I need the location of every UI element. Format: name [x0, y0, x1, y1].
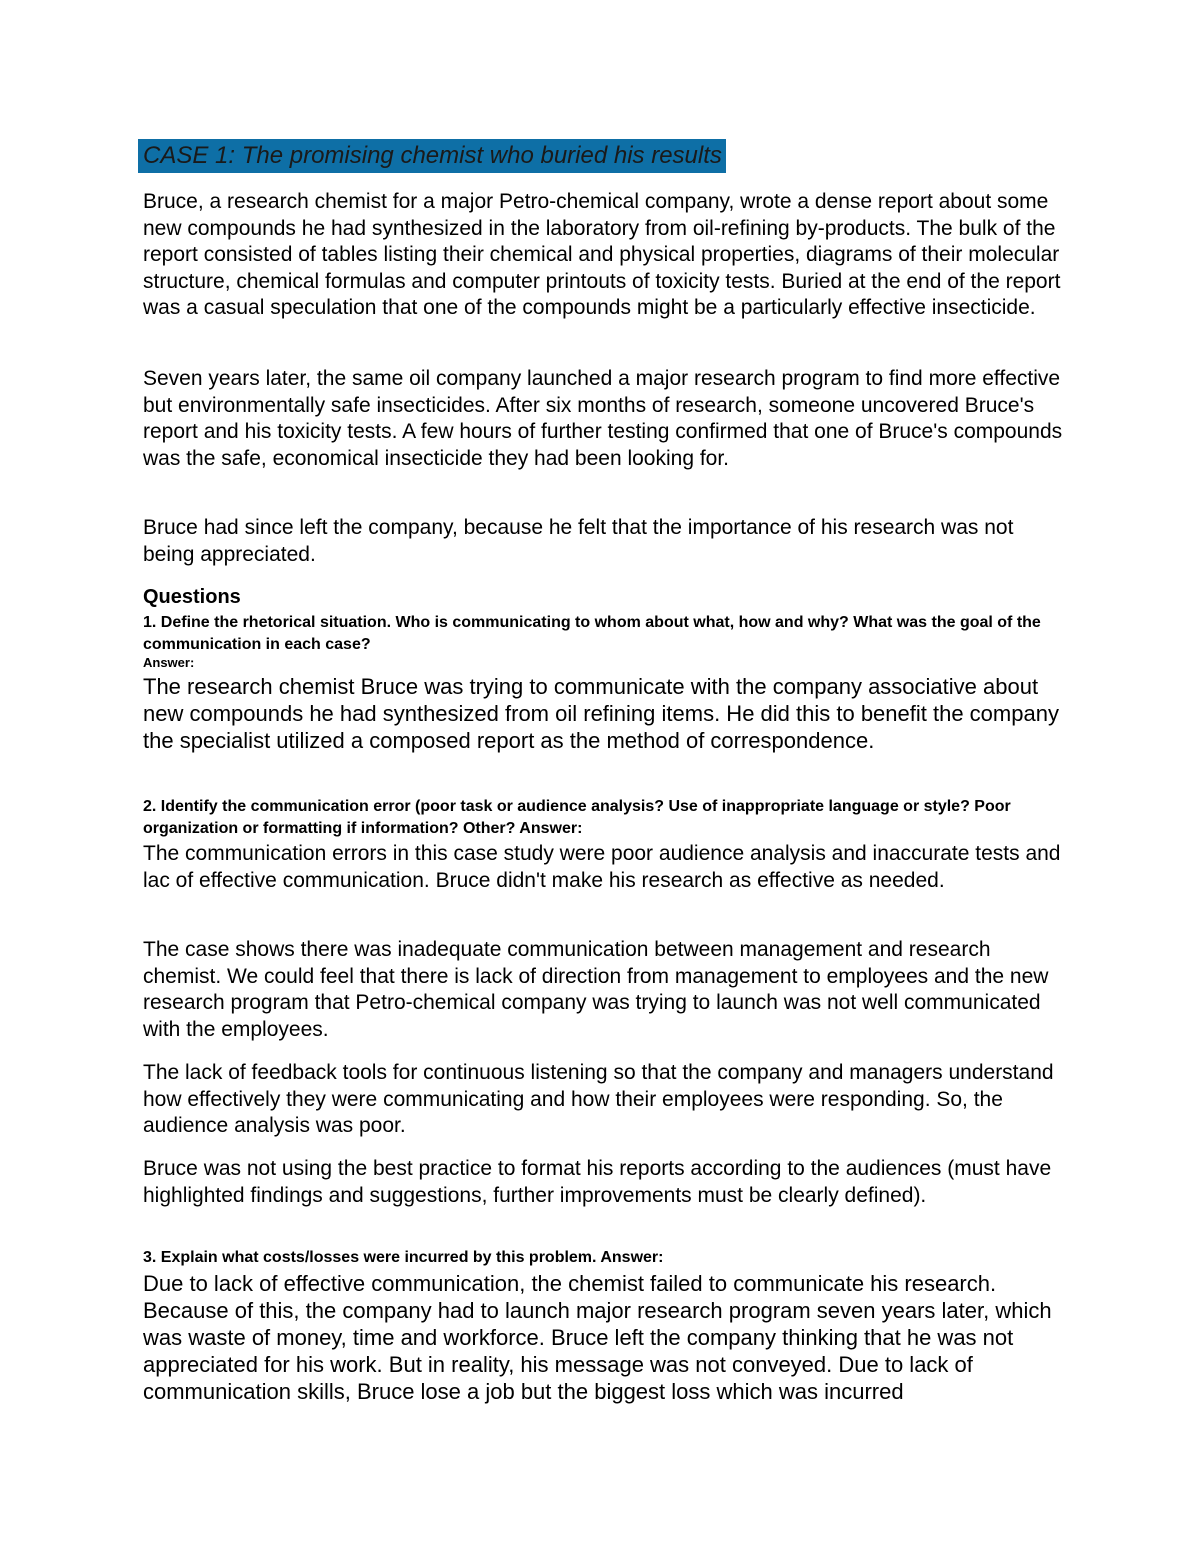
- intro-paragraph-2: Seven years later, the same oil company launched a major research program to find more effective but environmentally safe insecticides. After six months of research, someone uncovered Bruce's report and his toxicity tests. A few hours of further testing confirmed that one of Bruce's compounds was the safe, economical insecticide they had been looking for.: [143, 367, 1063, 470]
- intro-paragraph-3: Bruce had since left the company, because he felt that the importance of his research was not being appreciated.: [143, 516, 1014, 566]
- case-title: CASE 1: The promising chemist who buried his results: [138, 139, 726, 173]
- question-3-answer: Due to lack of effective communication, the chemist failed to communicate his research. Because of this, the company had to launch major research program seven years later, which was waste of money, time and workforce. Bruce left the company thinking that he was not appreciated for his work. But in reality, his message was not conveyed. Due to lack of communication skills, Bruce lose a job but the biggest loss which was incurred: [143, 1271, 1052, 1404]
- question-2-text: 2. Identify the communication error (poor task or audience analysis? Use of inappropriate language or style? Poor organization or formatting if information? Other?: [143, 798, 1011, 837]
- questions-heading: Questions: [143, 586, 241, 608]
- question-3-answer-label: Answer:: [600, 1249, 664, 1266]
- question-2-answer-label: Answer:: [519, 820, 583, 837]
- question-1-answer-label: Answer:: [143, 655, 195, 670]
- question-1: 1. Define the rhetorical situation. Who is communicating to whom about what, how and why? What was the goal of the communication in each case?: [143, 614, 1041, 653]
- question-1-answer: The research chemist Bruce was trying to communicate with the company associative about new compounds he had synthesized from oil refining items. He did this to benefit the company the specialist utilized a composed report as the method of correspondence.: [143, 674, 1059, 753]
- question-3-text: 3. Explain what costs/losses were incurred by this problem.: [143, 1249, 597, 1266]
- question-2-answer-3: The lack of feedback tools for continuous listening so that the company and managers understand how effectively they were communicating and how their employees were responding. So, the audience analysis was poor.: [143, 1061, 1054, 1137]
- question-2-answer-4: Bruce was not using the best practice to format his reports according to the audiences (must have highlighted findings and suggestions, further improvements must be clearly defined).: [143, 1157, 1052, 1207]
- intro-paragraph-1: Bruce, a research chemist for a major Petro-chemical company, wrote a dense report about some new compounds he had synthesized in the laboratory from oil-refining by-products. The bulk of the report consisted of tables listing their chemical and physical properties, diagrams of their molecular structure, chemical formulas and computer printouts of toxicity tests. Buried at the end of the report was a casual speculation that one of the compounds might be a particularly effective insecticide.: [143, 190, 1061, 319]
- question-2-answer-1: The communication errors in this case study were poor audience analysis and inaccurate tests and lac of effective communication. Bruce didn't make his research as effective as needed.: [143, 842, 1061, 892]
- question-3: [143, 1247, 1063, 1269]
- question-2: [143, 796, 1058, 840]
- question-2-answer-2: The case shows there was inadequate communication between management and research chemist. We could feel that there is lack of direction from management to employees and the new research program that Petro-chemical company was trying to launch was not well communicated with the employees.: [143, 938, 1049, 1041]
